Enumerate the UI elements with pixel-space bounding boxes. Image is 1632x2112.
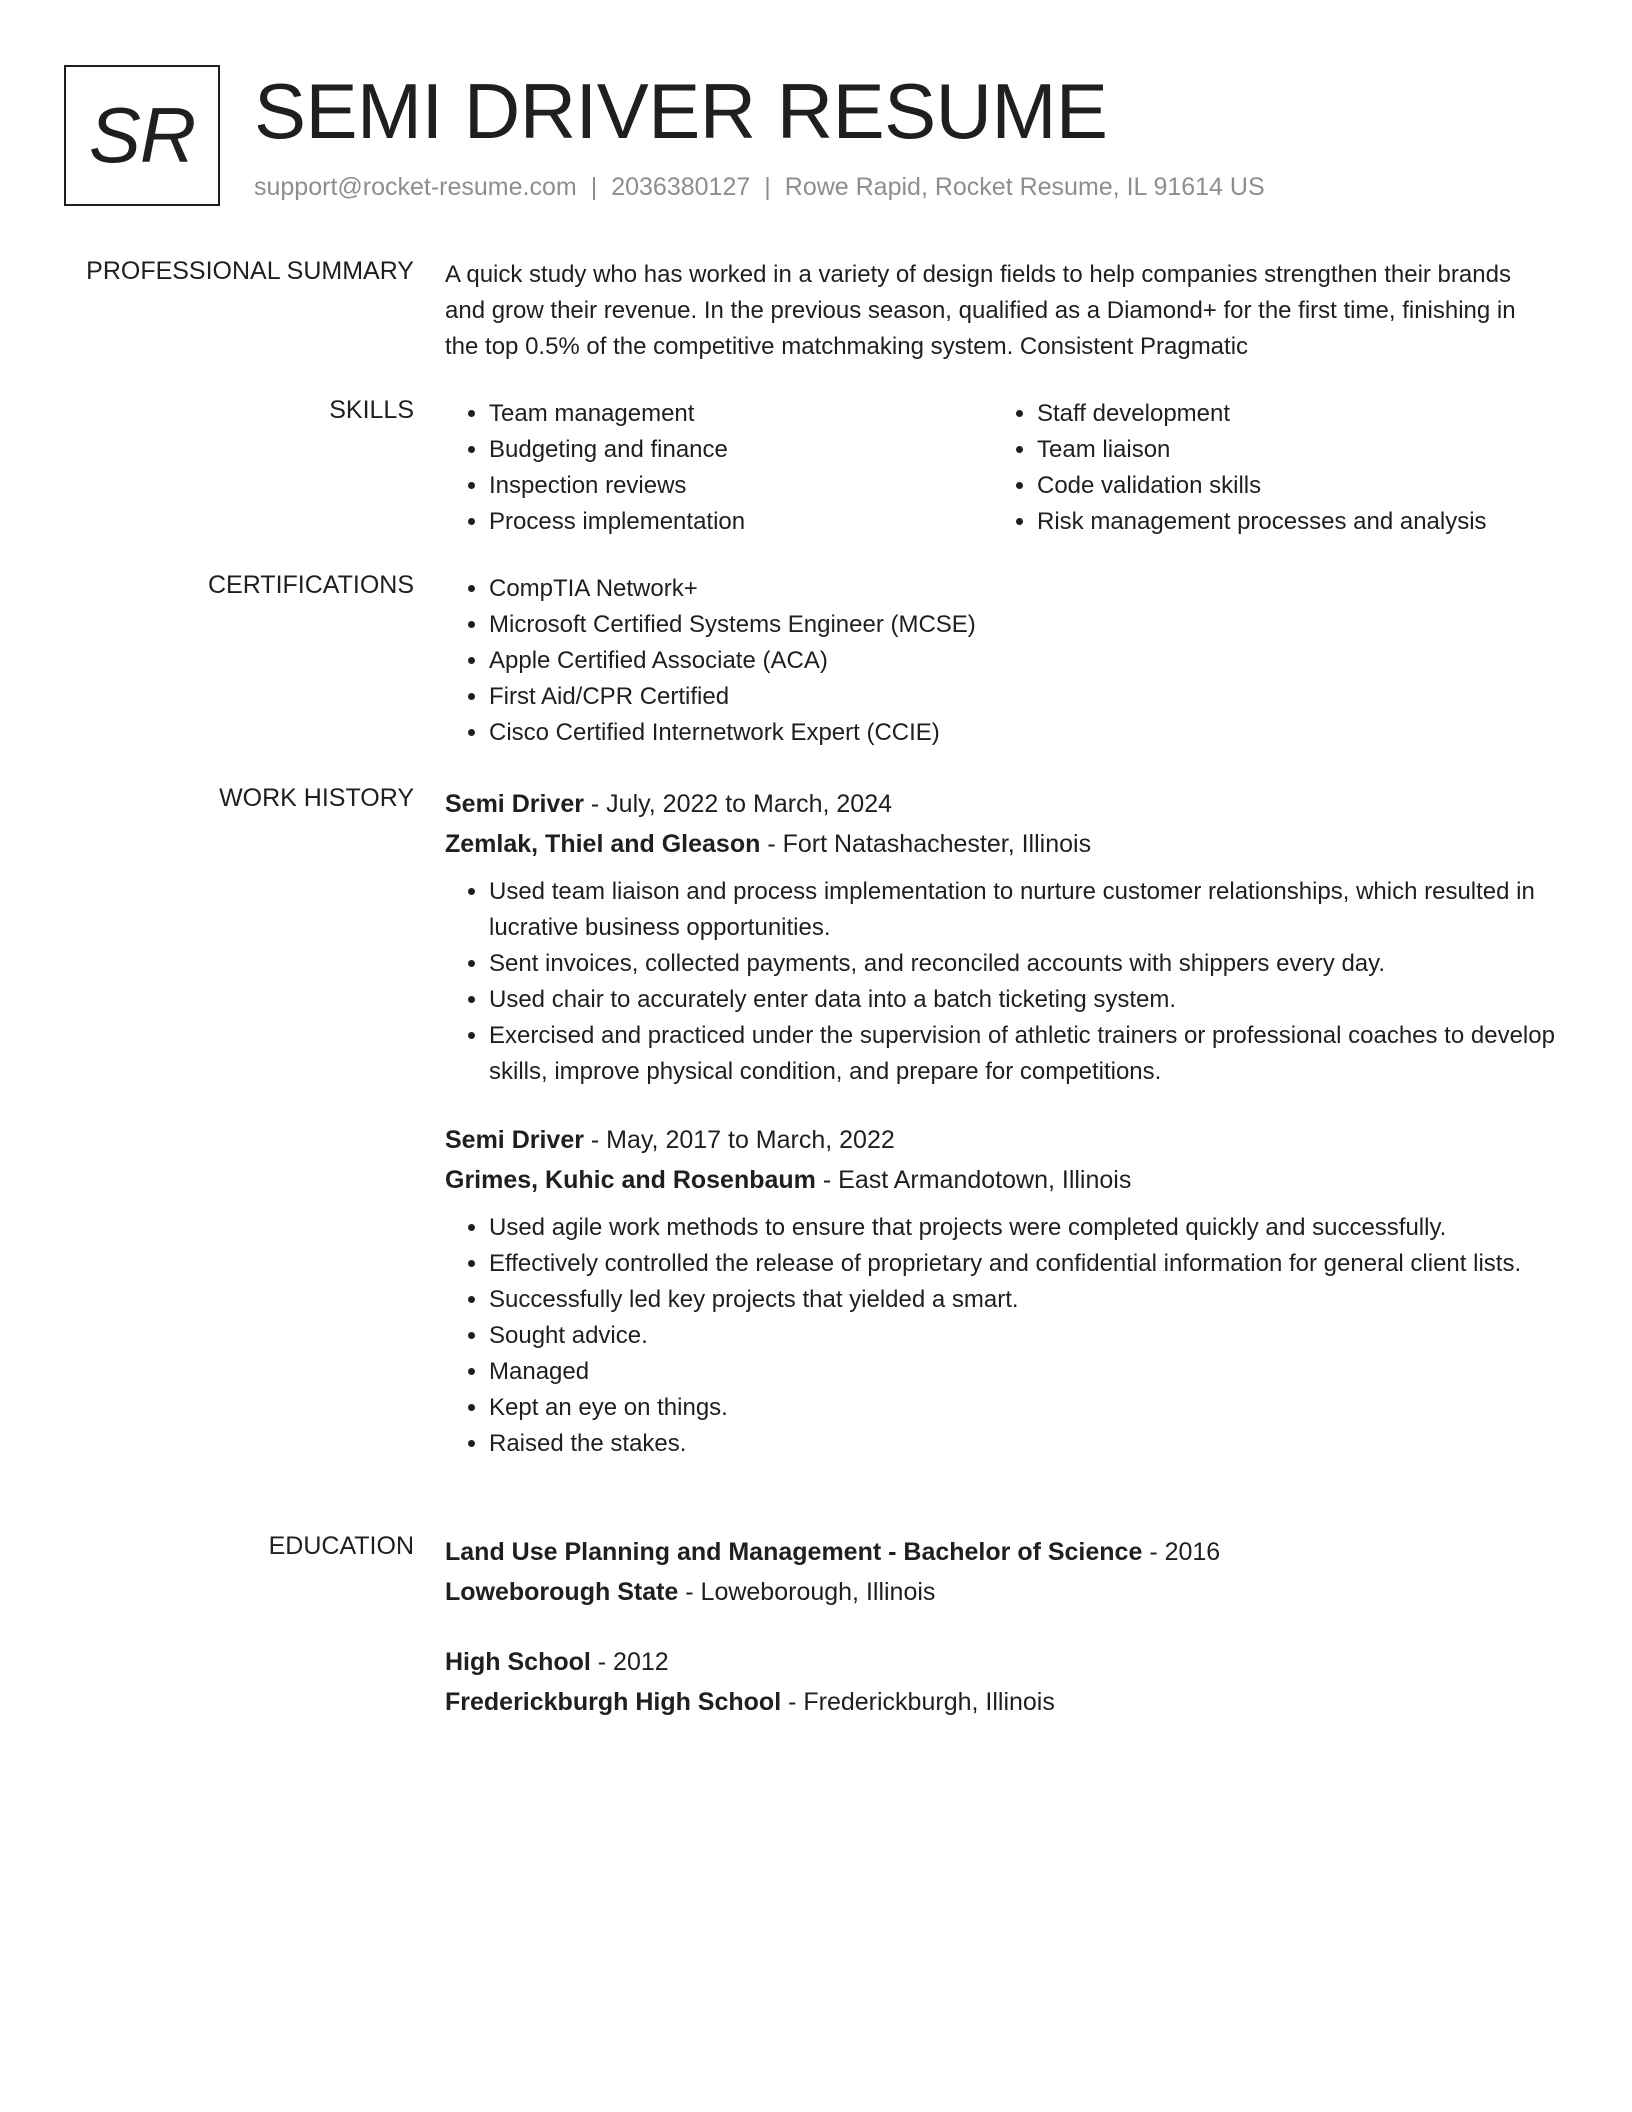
education-school-line [445,1682,1555,1722]
education-degree-line [445,1532,1555,1572]
job-location: - East Armandotown, Illinois [815,1166,1132,1194]
list-item: • Team management [489,396,993,432]
list-item: • Raised the stakes. [489,1426,1555,1462]
education-entry [445,1532,1555,1612]
job-company: Grimes, Kuhic and Rosenbaum [445,1166,816,1194]
job-entry [445,1120,1555,1462]
list-item: • First Aid/CPR Certified [489,679,1555,715]
list-item: • Successfully led key projects that yielded a smart. [489,1282,1555,1318]
contact-separator: | [590,173,598,201]
job-title-line [445,784,1555,824]
skills-list-left [445,396,993,540]
list-item: • Risk management processes and analysis [1037,504,1541,540]
contact-separator: | [764,173,771,201]
contact-phone: 2036380127 [611,173,751,201]
education-year: - 2012 [590,1648,669,1676]
list-item: • Managed [489,1354,1555,1390]
list-item: • Inspection reviews [489,468,993,504]
list-item: • Used team liaison and process implementation to nurture customer relationships, which resulted in lucrative business opportunities. [489,874,1555,946]
job-company-line [445,824,1555,864]
work-history-label: WORK HISTORY [219,784,414,812]
certifications-body [445,571,1555,751]
list-item: • Cisco Certified Internetwork Expert (CCIE) [489,715,1555,751]
summary-text: A quick study who has worked in a variety of design fields to help companies strengthen their brands and grow their revenue. In the previous season, qualified as a Diamond+ for the first time, finishing in the top 0.5% of the competitive matchmaking system. Consistent Pragmatic [445,261,1516,360]
list-item: • Budgeting and finance [489,432,993,468]
list-item: • Team liaison [1037,432,1541,468]
list-item: • Sent invoices, collected payments, and reconciled accounts with shippers every day. [489,946,1555,982]
list-item: • Exercised and practiced under the supervision of athletic trainers or professional coaches to develop skills, improve physical condition, and prepare for competitions. [489,1018,1555,1090]
contact-email[interactable]: support@rocket-resume.com [254,173,577,201]
education-location: - Loweborough, Illinois [678,1578,936,1606]
list-item: • Effectively controlled the release of proprietary and confidential information for general client lists. [489,1246,1555,1282]
job-title: Semi Driver [445,1126,584,1154]
education-body [445,1532,1555,1752]
skills-body [445,396,1555,540]
education-degree: High School [445,1648,591,1676]
work-history-body [445,784,1555,1492]
education-label: EDUCATION [268,1532,414,1560]
resume-header [64,65,1584,210]
contact-line [254,173,1265,202]
job-entry [445,784,1555,1090]
skills-column-right [993,396,1541,540]
job-bullets [445,1210,1555,1462]
education-entry [445,1642,1555,1722]
list-item: • Sought advice. [489,1318,1555,1354]
list-item: • CompTIA Network+ [489,571,1555,607]
list-item: • Used chair to accurately enter data into a batch ticketing system. [489,982,1555,1018]
list-item: • Staff development [1037,396,1541,432]
skills-list-right [993,396,1541,540]
list-item: • Apple Certified Associate (ACA) [489,643,1555,679]
list-item: • Used agile work methods to ensure that projects were completed quickly and successfully. [489,1210,1555,1246]
list-item: • Process implementation [489,504,993,540]
monogram-badge: SR [64,65,220,206]
job-company-line [445,1160,1555,1200]
list-item: • Code validation skills [1037,468,1541,504]
education-degree: Land Use Planning and Management - Bachelor of Science [445,1538,1143,1566]
summary-body [445,257,1555,365]
certifications-label: CERTIFICATIONS [207,571,414,599]
summary-label: PROFESSIONAL SUMMARY [86,257,414,285]
page-title: SEMI DRIVER RESUME [254,67,1108,155]
job-dates: - May, 2017 to March, 2022 [583,1126,895,1154]
education-year: - 2016 [1142,1538,1221,1566]
education-location: - Frederickburgh, Illinois [781,1688,1055,1716]
job-title: Semi Driver [445,790,584,818]
education-degree-line [445,1642,1555,1682]
job-title-line [445,1120,1555,1160]
job-location: - Fort Natashachester, Illinois [760,830,1092,858]
list-item: • Kept an eye on things. [489,1390,1555,1426]
job-company: Zemlak, Thiel and Gleason [445,830,761,858]
education-school: Frederickburgh High School [445,1688,782,1716]
skills-label: SKILLS [329,396,414,424]
education-school: Loweborough State [445,1578,679,1606]
education-school-line [445,1572,1555,1612]
certifications-list [445,571,1555,751]
job-dates: - July, 2022 to March, 2024 [583,790,893,818]
job-bullets [445,874,1555,1090]
skills-column-left [445,396,993,540]
contact-address: Rowe Rapid, Rocket Resume, IL 91614 US [784,173,1265,201]
list-item: • Microsoft Certified Systems Engineer (MCSE) [489,607,1555,643]
